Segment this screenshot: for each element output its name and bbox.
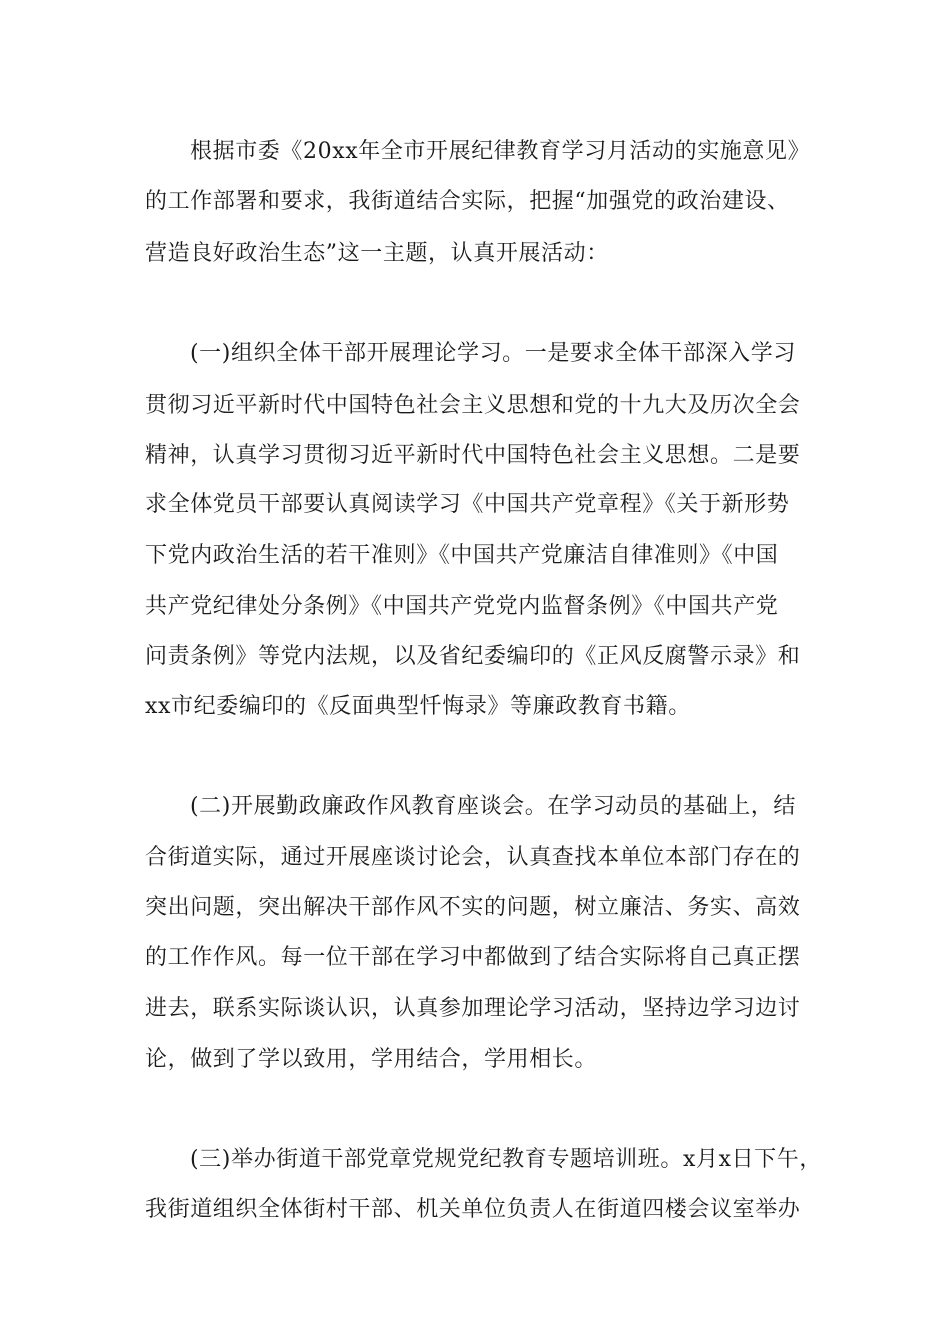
paragraph-2-line-4: 求全体党员干部要认真阅读学习《中国共产党章程》《关于新形势 bbox=[145, 492, 790, 517]
paragraph-2-line-1: (一)组织全体干部开展理论学习。一是要求全体干部深入学习 bbox=[190, 341, 796, 366]
paragraph-1-line-1: 根据市委《20xx年全市开展纪律教育学习月活动的实施意见》 bbox=[190, 139, 811, 164]
paragraph-4-line-2: 我街道组织全体街村干部、机关单位负责人在街道四楼会议室举办 bbox=[145, 1197, 801, 1222]
paragraph-3-line-6: 论，做到了学以致用，学用结合，学用相长。 bbox=[145, 1047, 598, 1072]
paragraph-2-line-2: 贯彻习近平新时代中国特色社会主义思想和党的十九大及历次全会 bbox=[145, 393, 801, 418]
paragraph-2-line-3: 精神，认真学习贯彻习近平新时代中国特色社会主义思想。二是要 bbox=[145, 443, 801, 468]
paragraph-2-line-7: 问责条例》等党内法规，以及省纪委编印的《正风反腐警示录》和 bbox=[145, 644, 801, 669]
paragraph-2-line-6: 共产党纪律处分条例》《中国共产党党内监督条例》《中国共产党 bbox=[145, 594, 779, 619]
paragraph-2-line-5: 下党内政治生活的若干准则》《中国共产党廉洁自律准则》《中国 bbox=[145, 543, 779, 568]
paragraph-3-line-3: 突出问题，突出解决干部作风不实的问题，树立廉洁、务实、高效 bbox=[145, 895, 801, 920]
paragraph-1-line-2: 的工作部署和要求，我街道结合实际，把握“加强党的政治建设、 bbox=[145, 189, 790, 214]
paragraph-3-line-1: (二)开展勤政廉政作风教育座谈会。在学习动员的基础上，结 bbox=[190, 794, 796, 819]
paragraph-4-line-1: (三)举办街道干部党章党规党纪教育专题培训班。x月x日下午， bbox=[190, 1147, 822, 1172]
paragraph-1-line-3: 营造良好政治生态”这一主题，认真开展活动： bbox=[145, 241, 609, 266]
paragraph-3-line-4: 的工作作风。每一位干部在学习中都做到了结合实际将自己真正摆 bbox=[145, 945, 801, 970]
paragraph-2-line-8: xx市纪委编印的《反面典型忏悔录》等廉政教育书籍。 bbox=[145, 694, 691, 719]
paragraph-3-line-5: 进去，联系实际谈认识，认真参加理论学习活动，坚持边学习边讨 bbox=[145, 996, 801, 1021]
paragraph-3-line-2: 合街道实际，通过开展座谈讨论会，认真查找本单位本部门存在的 bbox=[145, 845, 801, 870]
